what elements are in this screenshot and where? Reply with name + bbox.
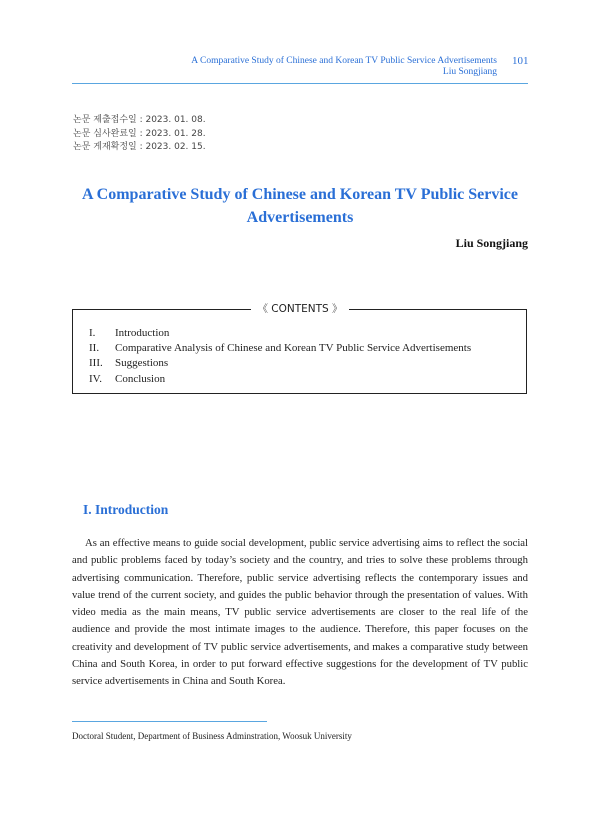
contents-item-label: Introduction <box>115 327 170 339</box>
contents-item <box>89 372 471 387</box>
paper-title: A Comparative Study of Chinese and Korean TV Public Service Advertisements <box>81 186 519 226</box>
contents-item-number: IV. <box>89 372 102 385</box>
contents-item-label: Comparative Analysis of Chinese and Korean TV Public Service Advertisements <box>115 342 472 355</box>
running-title: A Comparative Study of Chinese and Korean TV Public Service Advertisements <box>191 56 497 66</box>
contents-item <box>89 341 471 356</box>
date-reviewed: 논문 심사완료일 : 2023. 01. 28. <box>73 128 206 139</box>
contents-heading <box>0 301 600 316</box>
running-author: Liu Songjiang <box>442 67 497 77</box>
date-accepted: 논문 게재확정일 : 2023. 02. 15. <box>73 142 206 152</box>
contents-heading-label: 《 CONTENTS 》 <box>251 303 348 315</box>
contents-item-number: III. <box>89 357 103 370</box>
footnote-divider <box>72 721 267 722</box>
contents-item-number: II. <box>89 342 100 355</box>
contents-item <box>89 356 471 371</box>
body-paragraph: As an effective means to guide social development, public service advertising aims to reflect the social and public problems faced by today’s society and the country, and tries to solve these problems through advertising communication. Therefore, public service advertising reflects the contemporary issues and value trend of the current society, and guides the public behavior through the presentation of values. With video media as the main means, TV public service advertisements are closer to the real life of the audience and provide the most intimate images to the audience. Therefore, this paper focuses on the creativity and development of TV public service advertisements, and makes a comparative study between China and South Korea, in order to put forward effective suggestions for the development of TV public service advertisements in China and South Korea. <box>72 537 528 688</box>
contents-item-label: Suggestions <box>115 357 169 370</box>
contents-item <box>89 326 471 341</box>
page-number: 101 <box>512 55 529 67</box>
paper-author: Liu Songjiang <box>455 236 528 250</box>
header-divider <box>72 83 528 84</box>
contents-item-label: Conclusion <box>115 372 166 385</box>
contents-list <box>89 326 471 387</box>
date-submitted: 논문 제출접수일 : 2023. 01. 08. <box>73 115 206 125</box>
contents-item-number: I. <box>89 327 96 339</box>
section-heading: I. Introduction <box>83 502 169 517</box>
footnote: Doctoral Student, Department of Business Adminstration, Woosuk University <box>72 731 352 741</box>
submission-dates <box>73 114 206 155</box>
